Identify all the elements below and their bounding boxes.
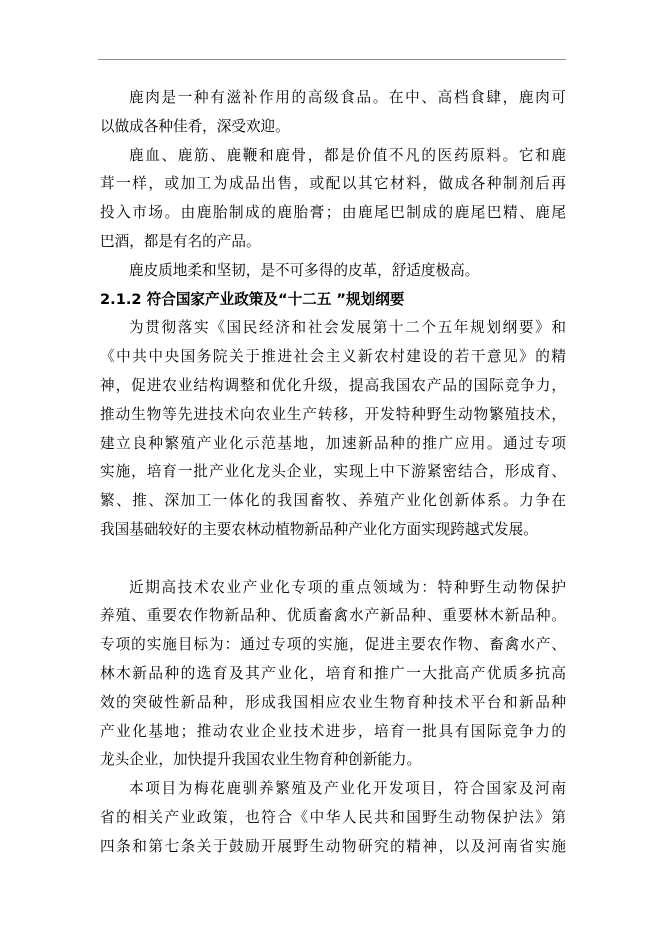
paragraph-line: 专项的实施目标为：通过专项的实施，促进主要农作物、畜禽水产、 <box>100 636 566 654</box>
paragraph-line: 我国基础较好的主要农林动植物新品种产业化方面实现跨越式发展。 <box>100 520 538 538</box>
paragraph-line: 省的相关产业政策，也符合《中华人民共和国野生动物保护法》第 <box>100 808 566 826</box>
paragraph-line: 繁、推、深加工一体化的我国畜牧、养殖产业化创新体系。力争在 <box>100 492 566 510</box>
paragraph-line: 以做成各种佳肴，深受欢迎。 <box>100 117 290 135</box>
paragraph-line: 效的突破性新品种，形成我国相应农业生物育种技术平台和新品种 <box>100 693 566 711</box>
paragraph-deer-meat <box>100 84 566 142</box>
paragraph-line: 林木新品种的选育及其产业化，培育和推广一大批高产优质多抗高 <box>100 664 566 682</box>
paragraph-line: 鹿皮质地柔和坚韧，是不可多得的皮革，舒适度极高。 <box>129 261 480 279</box>
paragraph-policy <box>100 314 566 544</box>
paragraph-line: 养殖、重要农作物新品种、优质畜禽水产新品种、重要林木新品种。 <box>100 607 566 625</box>
paragraph-line: 茸一样，或加工为成品出售，或配以其它材料，做成各种制剂后再 <box>100 175 566 193</box>
paragraph-line: 《中共中央国务院关于推进社会主义新农村建设的若干意见》的精 <box>100 348 566 366</box>
paragraph-deer-byproducts <box>100 142 566 257</box>
paragraph-line: 巴酒，都是有名的产品。 <box>100 232 261 250</box>
paragraph-deer-skin <box>100 257 566 286</box>
paragraph-line: 为贯彻落实《国民经济和社会发展第十二个五年规划纲要》和 <box>129 319 566 337</box>
paragraph-line: 推动生物等先进技术向农业生产转移，开发特种野生动物繁殖技术， <box>100 405 566 423</box>
paragraph-line: 实施，培育一批产业化龙头企业，实现上中下游紧密结合，形成育、 <box>100 463 566 481</box>
paragraph-line: 龙头企业，加快提升我国农业生物育种创新能力。 <box>100 751 422 769</box>
document-body <box>100 84 566 862</box>
paragraph-line: 鹿血、鹿筋、鹿鞭和鹿骨，都是价值不凡的医药原料。它和鹿 <box>129 146 566 164</box>
paragraph-line: 近期高技术农业产业化专项的重点领域为：特种野生动物保护 <box>129 578 566 596</box>
paragraph-line: 建立良种繁殖产业化示范基地，加速新品种的推广应用。通过专项 <box>100 434 566 452</box>
paragraph-line: 四条和第七条关于鼓励开展野生动物研究的精神，以及河南省实施 <box>100 837 566 855</box>
paragraph-focus-areas <box>100 574 566 776</box>
blank-line <box>100 545 566 574</box>
paragraph-project <box>100 775 566 861</box>
paragraph-line: 投入市场。由鹿胎制成的鹿胎膏；由鹿尾巴制成的鹿尾巴精、鹿尾 <box>100 204 566 222</box>
section-heading: 2.1.2 符合国家产业政策及“十二五 ”规划纲要 <box>100 290 405 308</box>
paragraph-line: 产业化基地；推动农业企业技术进步，培育一批具有国际竞争力的 <box>100 722 566 740</box>
paragraph-line: 鹿肉是一种有滋补作用的高级食品。在中、高档食肆，鹿肉可 <box>129 89 566 106</box>
header-rule <box>98 59 566 60</box>
paragraph-line: 本项目为梅花鹿驯养繁殖及产业化开发项目，符合国家及河南 <box>129 780 566 798</box>
paragraph-line: 神，促进农业结构调整和优化升级，提高我国农产品的国际竞争力， <box>100 376 566 394</box>
